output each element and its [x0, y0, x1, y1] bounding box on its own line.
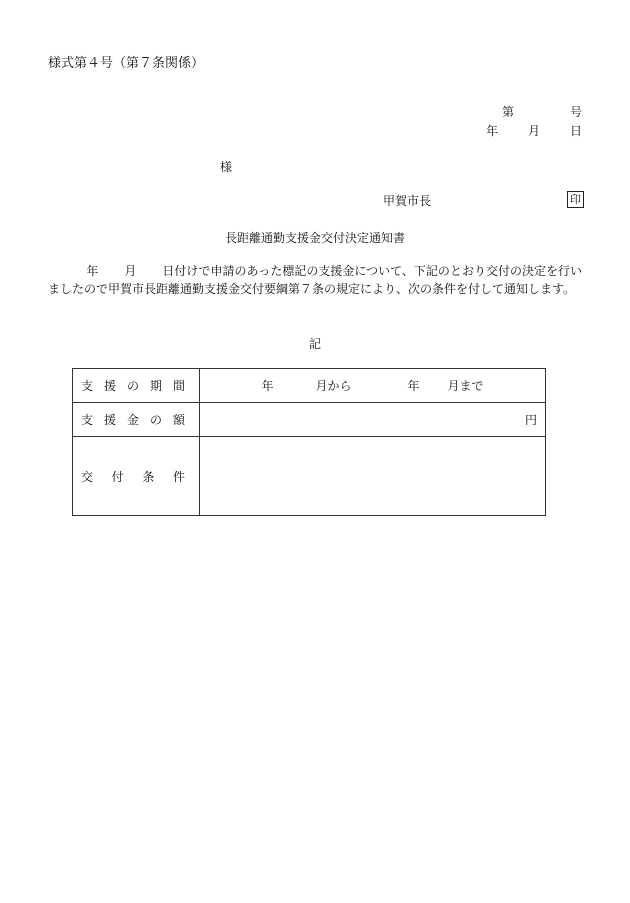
date-day: 日: [569, 124, 582, 138]
end-month: 月まで: [447, 379, 484, 393]
start-year: 年: [261, 379, 274, 393]
body-month: 月: [124, 264, 137, 278]
amount-label: [73, 403, 200, 437]
label-char: 援: [103, 379, 116, 393]
table-row-period: [73, 369, 546, 403]
label-char: 件: [172, 469, 185, 484]
label-char: 支: [81, 379, 94, 393]
period-label: [73, 369, 200, 403]
label-char: 援: [103, 413, 116, 427]
issue-date: [486, 122, 582, 139]
amount-unit: 円: [524, 413, 537, 427]
table-row-conditions: [73, 437, 546, 516]
date-month: 月: [527, 124, 540, 138]
conditions-value: [200, 437, 546, 516]
form-id: 様式第４号（第７条関係）: [48, 56, 205, 71]
amount-value: [200, 403, 546, 437]
label-char: 付: [111, 469, 124, 484]
document-number: [502, 103, 582, 120]
date-year: 年: [485, 124, 498, 138]
start-month: 月から: [315, 379, 352, 393]
notice-body: [48, 262, 582, 298]
sender-name: 甲賀市長: [383, 194, 432, 208]
label-char: 期: [149, 379, 162, 393]
label-char: 交: [81, 469, 94, 484]
end-year: 年: [407, 379, 420, 393]
record-mark: 記: [308, 337, 321, 351]
conditions-label: [73, 437, 200, 516]
label-char: 条: [142, 469, 155, 484]
label-char: の: [149, 413, 162, 427]
document-title: 長距離通勤支援金交付決定通知書: [224, 231, 405, 245]
seal-mark: 印: [567, 191, 584, 208]
doc-no-prefix: 第: [501, 105, 514, 119]
label-char: 間: [172, 379, 185, 393]
label-char: 金: [126, 413, 139, 427]
body-text: 日付けで申請のあった標記の支援金について、下記のとおり交付の決定を行いましたので甲賀市長距離通勤支援金交付要綱第７条の規定により、次の条件を付して通知します。: [48, 264, 582, 296]
doc-no-suffix: 号: [569, 105, 582, 119]
body-year: 年: [86, 264, 99, 278]
addressee-honorific: 様: [220, 160, 233, 174]
table-row-amount: [73, 403, 546, 437]
label-char: 額: [172, 413, 185, 427]
period-value: [200, 369, 546, 403]
label-char: の: [126, 379, 139, 393]
details-table: [72, 368, 546, 516]
label-char: 支: [81, 413, 94, 427]
